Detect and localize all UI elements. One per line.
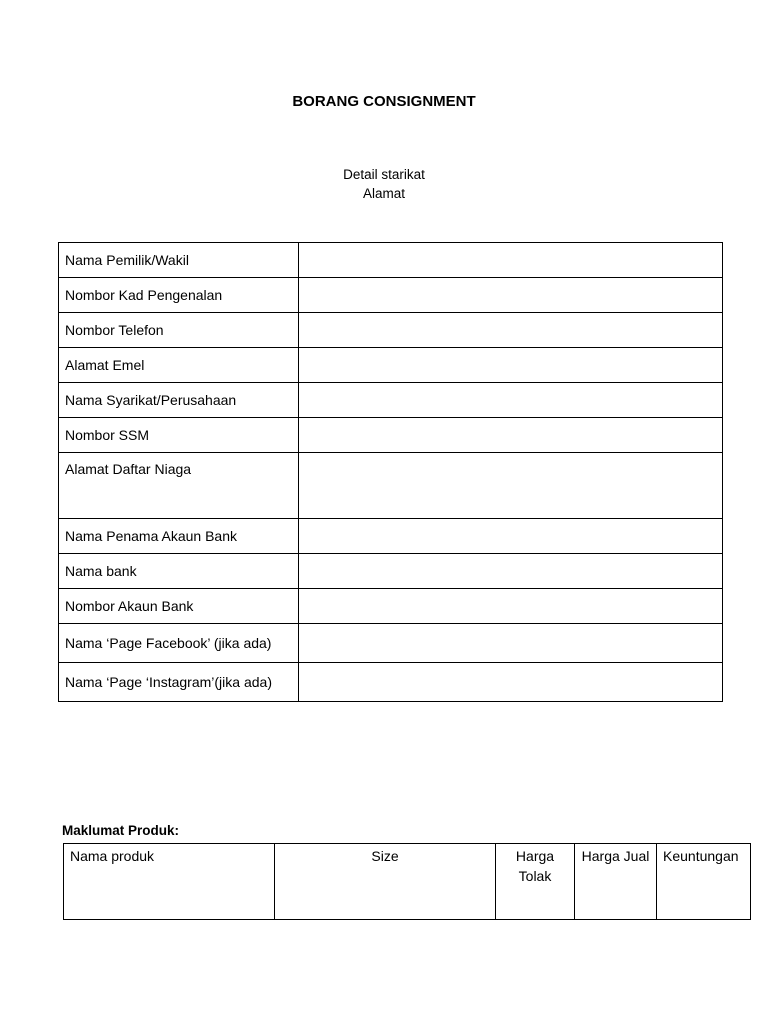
- field-value-instagram-page[interactable]: [299, 663, 723, 702]
- field-label-email: Alamat Emel: [59, 348, 299, 383]
- applicant-info-table: [58, 242, 723, 702]
- product-table: [63, 843, 751, 920]
- field-label-ic-number: Nombor Kad Pengenalan: [59, 278, 299, 313]
- field-value-facebook-page[interactable]: [299, 624, 723, 663]
- field-label-bank-name: Nama bank: [59, 554, 299, 589]
- table-row: [59, 624, 723, 663]
- table-row: [59, 453, 723, 519]
- column-header-wholesale-price: Harga Tolak: [496, 844, 575, 920]
- field-value-owner-name[interactable]: [299, 243, 723, 278]
- form-title: BORANG CONSIGNMENT: [292, 93, 476, 110]
- table-row: [59, 663, 723, 702]
- table-row: [59, 313, 723, 348]
- field-value-email[interactable]: [299, 348, 723, 383]
- table-row: [59, 418, 723, 453]
- field-value-bank-account-holder[interactable]: [299, 519, 723, 554]
- product-section-label: Maklumat Produk:: [62, 823, 180, 838]
- table-row: [59, 383, 723, 418]
- field-label-bank-account-number: Nombor Akaun Bank: [59, 589, 299, 624]
- table-row: [59, 519, 723, 554]
- field-value-bank-account-number[interactable]: [299, 589, 723, 624]
- field-label-instagram-page: Nama ‘Page ‘Instagram’(jika ada): [59, 663, 299, 702]
- field-label-facebook-page: Nama ‘Page Facebook’ (jika ada): [59, 624, 299, 663]
- company-address: Alamat: [362, 186, 406, 201]
- table-row: [64, 844, 751, 920]
- field-label-company-name: Nama Syarikat/Perusahaan: [59, 383, 299, 418]
- field-label-business-address: Alamat Daftar Niaga: [59, 453, 299, 519]
- column-header-size: Size: [275, 844, 496, 920]
- field-value-ssm-number[interactable]: [299, 418, 723, 453]
- column-header-product-name: Nama produk: [64, 844, 275, 920]
- table-row: [59, 348, 723, 383]
- column-header-selling-price: Harga Jual: [575, 844, 657, 920]
- table-row: [59, 554, 723, 589]
- column-header-profit: Keuntungan: [657, 844, 751, 920]
- table-row: [59, 589, 723, 624]
- field-value-company-name[interactable]: [299, 383, 723, 418]
- table-row: [59, 243, 723, 278]
- field-value-business-address[interactable]: [299, 453, 723, 519]
- table-row: [59, 278, 723, 313]
- field-label-ssm-number: Nombor SSM: [59, 418, 299, 453]
- field-value-phone-number[interactable]: [299, 313, 723, 348]
- field-value-ic-number[interactable]: [299, 278, 723, 313]
- field-value-bank-name[interactable]: [299, 554, 723, 589]
- field-label-phone-number: Nombor Telefon: [59, 313, 299, 348]
- company-detail: Detail starikat: [343, 167, 425, 182]
- field-label-bank-account-holder: Nama Penama Akaun Bank: [59, 519, 299, 554]
- field-label-owner-name: Nama Pemilik/Wakil: [59, 243, 299, 278]
- company-header: [0, 165, 768, 203]
